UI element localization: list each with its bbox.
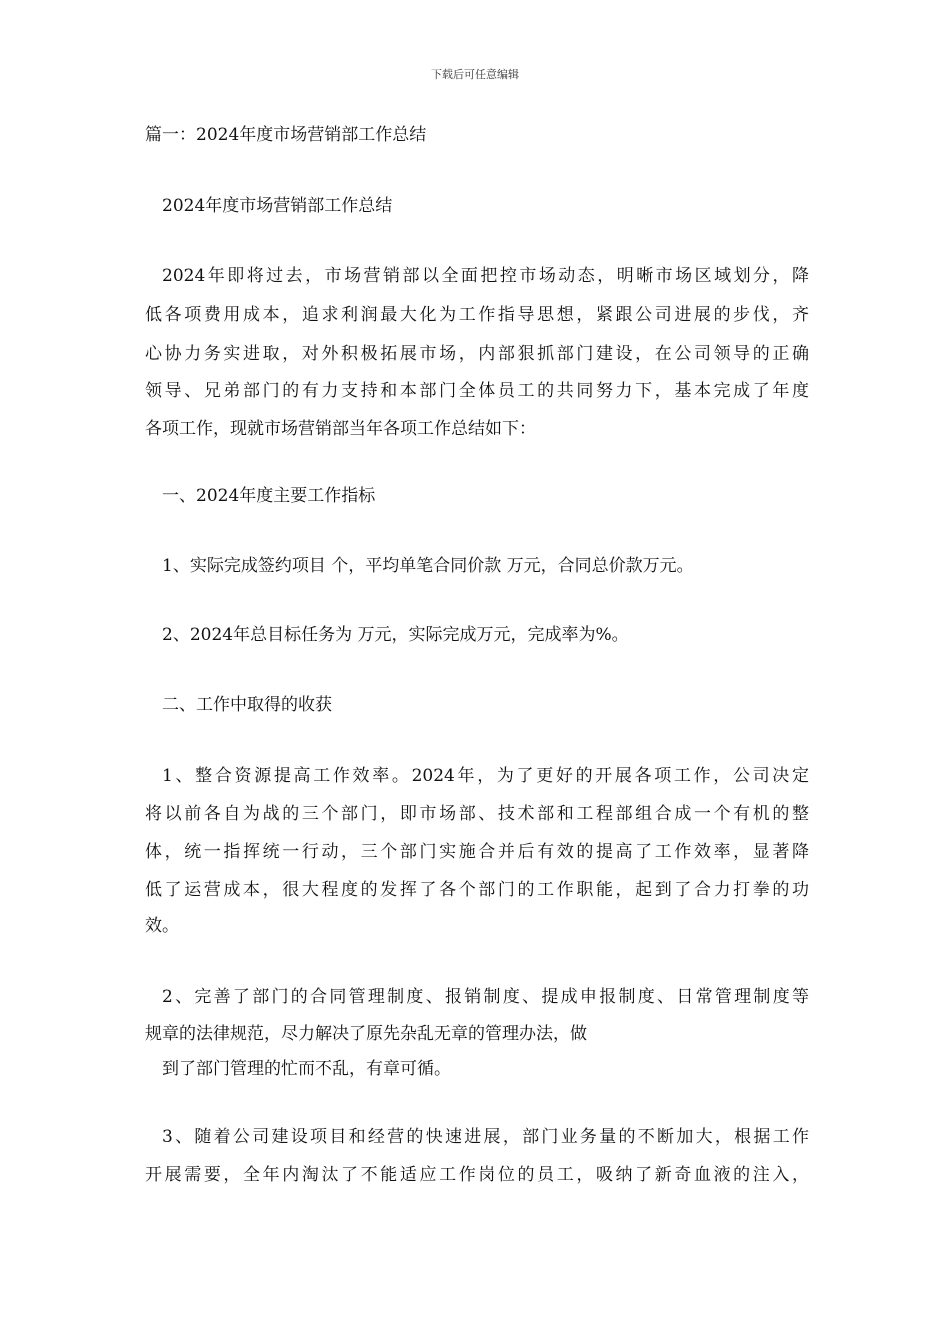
document-subtitle: 2024年度市场营销部工作总结 — [162, 196, 393, 216]
intro-line: 心协力务实进取，对外积极拓展市场，内部狠抓部门建设，在公司领导的正确 — [145, 344, 809, 364]
paragraph-line: 效。 — [145, 916, 179, 936]
paragraph-line: 规章的法律规范，尽力解决了原先杂乱无章的管理办法，做 — [145, 1024, 587, 1044]
document-title: 篇一：2024年度市场营销部工作总结 — [145, 125, 427, 145]
section-heading: 二、工作中取得的收获 — [162, 695, 332, 715]
paragraph-line: 将以前各自为战的三个部门，即市场部、技术部和工程部组合成一个有机的整 — [145, 804, 809, 824]
paragraph-line: 开展需要，全年内淘汰了不能适应工作岗位的员工，吸纳了新奇血液的注入， — [145, 1165, 809, 1185]
section-heading: 一、2024年度主要工作指标 — [162, 486, 376, 506]
paragraph-line: 到了部门管理的忙而不乱，有章可循。 — [162, 1059, 451, 1079]
paragraph-line: 1、整合资源提高工作效率。2024年，为了更好的开展各项工作，公司决定 — [162, 766, 809, 786]
paragraph-line: 低了运营成本，很大程度的发挥了各个部门的工作职能，起到了合力打拳的功 — [145, 880, 809, 900]
paragraph-line: 体，统一指挥统一行动，三个部门实施合并后有效的提高了工作效率，显著降 — [145, 842, 809, 862]
page-header-note: 下载后可任意编辑 — [431, 68, 519, 81]
paragraph-line: 2、完善了部门的合同管理制度、报销制度、提成申报制度、日常管理制度等 — [162, 987, 809, 1007]
intro-line: 低各项费用成本，追求利润最大化为工作指导思想，紧跟公司进展的步伐，齐 — [145, 305, 809, 325]
intro-line: 领导、兄弟部门的有力支持和本部门全体员工的共同努力下，基本完成了年度 — [145, 381, 809, 401]
list-item: 1、实际完成签约项目 个，平均单笔合同价款 万元，合同总价款万元。 — [162, 556, 694, 576]
list-item: 2、2024年总目标任务为 万元，实际完成万元，完成率为%。 — [162, 625, 629, 645]
paragraph-line: 3、随着公司建设项目和经营的快速进展，部门业务量的不断加大，根据工作 — [162, 1127, 809, 1147]
intro-line: 2024年即将过去，市场营销部以全面把控市场动态，明晰市场区域划分，降 — [162, 266, 809, 286]
intro-line: 各项工作，现就市场营销部当年各项工作总结如下： — [145, 419, 536, 439]
